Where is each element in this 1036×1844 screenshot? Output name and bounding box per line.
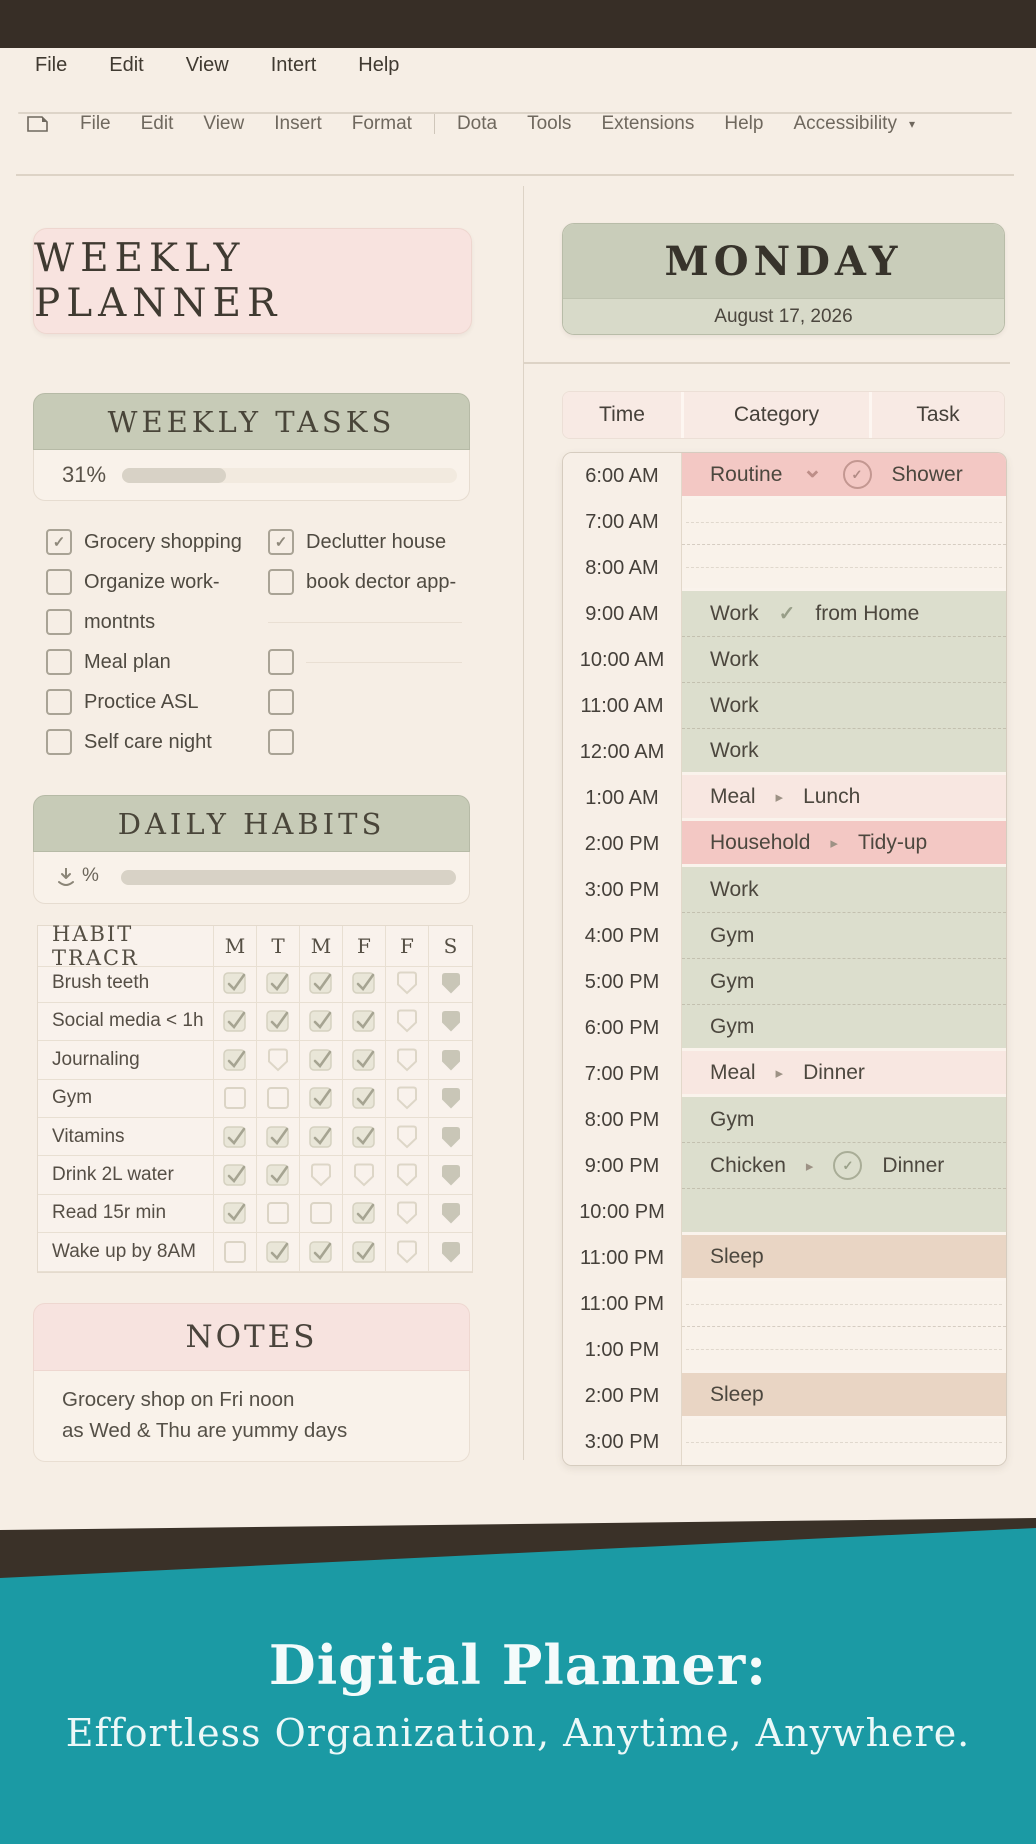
weekly-task-checklist [33,522,470,766]
menu-item-file[interactable]: File [35,54,68,76]
task-label: from Home [815,601,920,625]
arrow-right-icon: ▸ [775,1064,784,1082]
menu-item-view[interactable]: View [185,54,229,76]
checklist-column-left [46,522,256,762]
notes-body[interactable] [33,1371,470,1462]
task-label: Self care night [84,730,212,753]
habit-cell-check[interactable] [214,1118,257,1156]
time-cell[interactable]: 11:00 PM [563,1281,682,1327]
category-task-cell[interactable] [682,913,1006,959]
task-label: Organize work- [84,570,220,593]
schedule-row[interactable] [563,1005,1006,1051]
habit-cell-shield[interactable] [386,1156,429,1194]
task-row [268,522,468,562]
habit-cell-shield[interactable] [386,964,429,1002]
task-label: Lunch [803,784,861,808]
habit-label: Journaling [38,1041,214,1079]
day-date-strip [563,299,1004,334]
category-task-cell[interactable] [682,1419,1006,1465]
browser-menu-bar [35,54,399,77]
day-column-header: F [343,926,386,967]
habit-label: Vitamins [38,1118,214,1156]
task-label: Shower [891,462,963,486]
habit-cell-check[interactable] [214,1003,257,1041]
task-row [268,562,468,602]
habit-cell-check[interactable] [214,1195,257,1233]
habit-cell-check[interactable] [343,1080,386,1118]
schedule-column-header-category: Category [681,392,869,438]
time-cell[interactable]: 9:00 PM [563,1143,682,1189]
task-row [46,682,256,722]
schedule-row[interactable] [563,959,1006,1005]
habit-cell-check[interactable] [257,1156,300,1194]
day-title-strip [563,224,1004,299]
schedule-row[interactable] [563,453,1006,499]
category-label: Work [710,647,759,671]
time-cell[interactable]: 12:00 AM [563,729,682,775]
day-column-header: T [257,926,300,967]
sheets-menu-bar [26,104,915,144]
task-checkbox[interactable] [46,609,72,635]
category-task-cell[interactable] [682,1281,1006,1327]
task-label: Dinner [803,1060,865,1084]
schedule-row[interactable] [563,821,1006,867]
category-label: Work [710,601,759,625]
banner-subtitle: Effortless Organization, Anytime, Anywhere. [65,1711,971,1755]
day-column-header: S [429,926,472,967]
habit-cell-shield[interactable] [343,1156,386,1194]
habit-cell-check[interactable] [300,1233,343,1271]
sheets-menu-item-tools[interactable]: Tools [527,113,572,134]
schedule-column-header-time: Time [563,392,681,438]
task-row [46,522,256,562]
task-label: book dector app- [306,570,457,593]
sheets-menu-item-insert[interactable]: Insert [274,113,322,134]
habit-cell-check[interactable] [300,1080,343,1118]
time-cell[interactable]: 7:00 PM [563,1051,682,1097]
habit-cell-square[interactable] [214,1233,257,1271]
habit-cell-check[interactable] [214,964,257,1002]
habit-cell-check[interactable] [300,1118,343,1156]
habit-cell-blob[interactable] [429,1080,472,1118]
category-label: Gym [710,1107,755,1131]
time-cell[interactable]: 2:00 PM [563,1373,682,1419]
habit-cell-square[interactable] [214,1080,257,1118]
task-row [46,642,256,682]
time-cell[interactable]: 6:00 AM [563,453,682,499]
habit-cell-check[interactable] [343,1118,386,1156]
column-divider [523,186,524,1460]
habit-cell-square[interactable] [257,1080,300,1118]
habit-cell-check[interactable] [343,1003,386,1041]
schedule-row[interactable] [563,1281,1006,1327]
weekly-tasks-title: WEEKLY TASKS [107,404,396,439]
time-cell[interactable]: 7:00 AM [563,499,682,545]
schedule-row[interactable] [563,683,1006,729]
document-icon [26,114,50,134]
time-cell[interactable]: 1:00 PM [563,1327,682,1373]
category-label: Sleep [710,1382,764,1406]
habit-progress-fill [121,870,456,885]
weekly-progress-label: 31% [62,462,107,487]
sheets-menu-item-edit[interactable]: Edit [140,113,174,134]
schedule-row[interactable] [563,499,1006,545]
task-label: Tidy-up [857,830,928,854]
day-column-header: M [214,926,257,967]
schedule-row[interactable] [563,591,1006,637]
time-cell[interactable]: 6:00 PM [563,1005,682,1051]
menu-item-help[interactable]: Help [358,54,400,76]
habit-cell-check[interactable] [214,1156,257,1194]
schedule-row[interactable] [563,913,1006,959]
category-task-cell[interactable] [682,1097,1006,1143]
schedule-column-header-task: Task [869,392,1004,438]
habit-cell-check[interactable] [257,1118,300,1156]
habit-cell-check[interactable] [343,1041,386,1079]
weekly-tasks-panel [33,393,470,501]
habit-progress-icon [56,866,76,888]
task-checkbox[interactable] [268,649,294,675]
habit-tracker-table [37,922,473,1273]
time-cell[interactable]: 8:00 AM [563,545,682,591]
menu-separator [434,114,435,134]
right-column-rule [523,362,1010,364]
task-row [268,682,468,722]
habit-cell-check[interactable] [257,1233,300,1271]
schedule-row[interactable] [563,867,1006,913]
circle-check-icon[interactable]: ✓ [843,460,872,489]
schedule-row[interactable] [563,545,1006,591]
day-column-header: F [386,926,429,967]
task-checkbox[interactable] [268,569,294,595]
sheets-menu-item-file[interactable]: File [80,113,111,134]
category-label: Work [710,738,759,762]
schedule-row[interactable] [563,1419,1006,1465]
schedule-row[interactable] [563,1189,1006,1235]
task-label: Proctice ASL [84,690,199,713]
weekly-progress-fill [122,468,226,483]
task-label: Meal plan [84,650,171,673]
habit-cell-check[interactable] [300,964,343,1002]
habit-cell-shield[interactable] [386,1118,429,1156]
sheets-menu-item-help[interactable]: Help [724,113,764,134]
task-checkbox[interactable]: ✓ [46,529,72,555]
habit-cell-blob[interactable] [429,1156,472,1194]
schedule-row[interactable] [563,637,1006,683]
time-cell[interactable]: 1:00 AM [563,775,682,821]
schedule-row[interactable] [563,1235,1006,1281]
time-cell[interactable]: 3:00 PM [563,1419,682,1465]
banner-text [0,1515,1036,1755]
sheets-menu-item-view[interactable]: View [203,113,245,134]
category-label: Household [710,830,811,854]
arrow-right-icon: ▸ [775,788,784,806]
category-task-cell[interactable] [682,683,1006,729]
category-task-cell[interactable] [682,775,1006,821]
task-label: montnts [84,610,156,633]
habit-cell-blob[interactable] [429,964,472,1002]
category-label: Sleep [710,1244,764,1268]
schedule-row[interactable] [563,1051,1006,1097]
category-label: Meal [710,1060,756,1084]
habit-cell-check[interactable] [343,1233,386,1271]
category-task-cell[interactable] [682,1051,1006,1097]
task-checkbox[interactable] [268,729,294,755]
day-title: MONDAY [664,237,903,285]
habit-cell-square[interactable] [300,1195,343,1233]
banner-title: Digital Planner: [268,1633,768,1697]
time-cell[interactable]: 4:00 PM [563,913,682,959]
category-task-cell[interactable] [682,545,1006,591]
category-task-cell[interactable] [682,1005,1006,1051]
task-label: Grocery shopping [84,530,242,553]
category-label: Chicken [710,1153,786,1177]
sheets-menu-item-accessibility[interactable]: Accessibility [793,113,897,134]
chevron-down-icon[interactable]: ⌄ [802,455,823,483]
task-row [46,602,256,642]
habit-cell-blob[interactable] [429,1118,472,1156]
weekly-progress-track [122,468,457,483]
habit-cell-blob[interactable] [429,1003,472,1041]
checklist-column-right [268,522,468,762]
category-task-cell[interactable] [682,867,1006,913]
task-label: Declutter house [306,530,447,553]
daily-habits-progress-body [33,852,470,904]
schedule-row[interactable] [563,1143,1006,1189]
category-task-cell[interactable] [682,729,1006,775]
habit-cell-check[interactable] [300,1041,343,1079]
task-checkbox[interactable] [46,729,72,755]
sheets-menu-item-dota[interactable]: Dota [456,113,498,134]
time-cell[interactable]: 11:00 AM [563,683,682,729]
daily-habits-title: DAILY HABITS [117,806,386,841]
category-task-cell[interactable] [682,821,1006,867]
category-task-cell[interactable] [682,499,1006,545]
schedule-row[interactable] [563,1327,1006,1373]
category-task-cell[interactable] [682,1189,1006,1235]
schedule-table [562,452,1007,1466]
notes-line: as Wed & Thu are yummy days [62,1419,348,1442]
daily-habits-panel [33,795,470,904]
habit-cell-check[interactable] [343,964,386,1002]
weekly-planner-title-box [33,228,472,334]
time-cell[interactable]: 8:00 PM [563,1097,682,1143]
schedule-header-row [562,391,1005,439]
sheets-menu-item-format[interactable]: Format [351,113,412,134]
check-icon: ✓ [778,603,796,625]
habit-label: Wake up by 8AM [38,1233,214,1271]
habit-cell-shield[interactable] [386,1003,429,1041]
habit-label: Brush teeth [38,964,214,1002]
habit-cell-check[interactable] [257,1003,300,1041]
habit-cell-shield[interactable] [386,1195,429,1233]
time-cell[interactable]: 10:00 PM [563,1189,682,1235]
arrow-right-icon: ▸ [830,834,838,852]
schedule-row[interactable] [563,1097,1006,1143]
sheets-menu-item-extensions[interactable]: Extensions [601,113,695,134]
daily-habits-header [33,795,470,852]
habit-cell-shield[interactable] [386,1233,429,1271]
category-label: Gym [710,923,755,947]
habit-cell-check[interactable] [300,1003,343,1041]
habit-cell-blob[interactable] [429,1195,472,1233]
time-cell[interactable]: 2:00 PM [563,821,682,867]
habit-label: Read 15r min [38,1195,214,1233]
category-task-cell[interactable] [682,1373,1006,1419]
task-checkbox[interactable] [46,569,72,595]
header-rule [16,174,1014,176]
schedule-row[interactable] [563,775,1006,821]
schedule-row[interactable] [563,729,1006,775]
category-task-cell[interactable] [682,453,1006,499]
category-task-cell[interactable] [682,1143,1006,1189]
day-date: August 17, 2026 [714,305,853,327]
empty-task-line [268,622,462,623]
task-row [268,722,468,762]
weekly-tasks-header [33,393,470,450]
habit-cell-shield[interactable] [300,1156,343,1194]
empty-task-line [306,662,462,663]
day-header-box [562,223,1005,335]
habit-cell-square[interactable] [257,1195,300,1233]
circle-check-icon[interactable]: ✓ [833,1151,862,1180]
notes-panel [33,1303,470,1462]
category-label: Meal [710,784,756,808]
task-row [46,722,256,762]
time-cell[interactable]: 11:00 PM [563,1235,682,1281]
weekly-tasks-progress-body [33,450,470,501]
category-label: Work [710,877,759,901]
habit-label: Gym [38,1080,214,1118]
habit-cell-blob[interactable] [429,1041,472,1079]
chevron-down-icon: ▾ [908,117,915,131]
time-cell[interactable]: 3:00 PM [563,867,682,913]
habit-percent-symbol: % [82,865,99,886]
category-task-cell[interactable] [682,637,1006,683]
time-cell[interactable]: 10:00 AM [563,637,682,683]
habit-cell-blob[interactable] [429,1233,472,1271]
task-row [268,642,468,682]
habit-cell-shield[interactable] [386,1041,429,1079]
task-row [268,602,468,642]
category-label: Routine [710,462,783,486]
menu-item-intert[interactable]: Intert [270,54,317,76]
menu-item-edit[interactable]: Edit [109,54,144,76]
notes-line: Grocery shop on Fri noon [62,1388,295,1411]
notes-header [33,1303,470,1371]
task-checkbox[interactable]: ✓ [268,529,294,555]
time-cell[interactable]: 9:00 AM [563,591,682,637]
notes-title: NOTES [185,1319,318,1355]
category-task-cell[interactable] [682,959,1006,1005]
habit-cell-shield[interactable] [257,1041,300,1079]
page-title: WEEKLY PLANNER [34,236,283,326]
habit-tracker-title: HABIT TRACR [38,926,214,967]
task-label: Dinner [882,1153,945,1177]
category-task-cell[interactable] [682,591,1006,637]
schedule-row[interactable] [563,1373,1006,1419]
window-title-bar [0,0,1036,48]
habit-cell-check[interactable] [257,964,300,1002]
task-checkbox[interactable] [46,689,72,715]
habit-cell-check[interactable] [214,1041,257,1079]
footer-banner [0,1515,1036,1844]
category-task-cell[interactable] [682,1235,1006,1281]
habit-label: Drink 2L water [38,1156,214,1194]
habit-progress-track [121,870,456,885]
habit-label: Social media < 1h [38,1003,214,1041]
task-checkbox[interactable] [268,689,294,715]
day-column-header: M [300,926,343,967]
category-label: Gym [710,969,755,993]
habit-cell-shield[interactable] [386,1080,429,1118]
arrow-right-icon: ▸ [805,1157,814,1175]
habit-cell-check[interactable] [343,1195,386,1233]
task-row [46,562,256,602]
time-cell[interactable]: 5:00 PM [563,959,682,1005]
category-task-cell[interactable] [682,1327,1006,1373]
task-checkbox[interactable] [46,649,72,675]
category-label: Gym [710,1014,755,1038]
category-label: Work [710,693,759,717]
